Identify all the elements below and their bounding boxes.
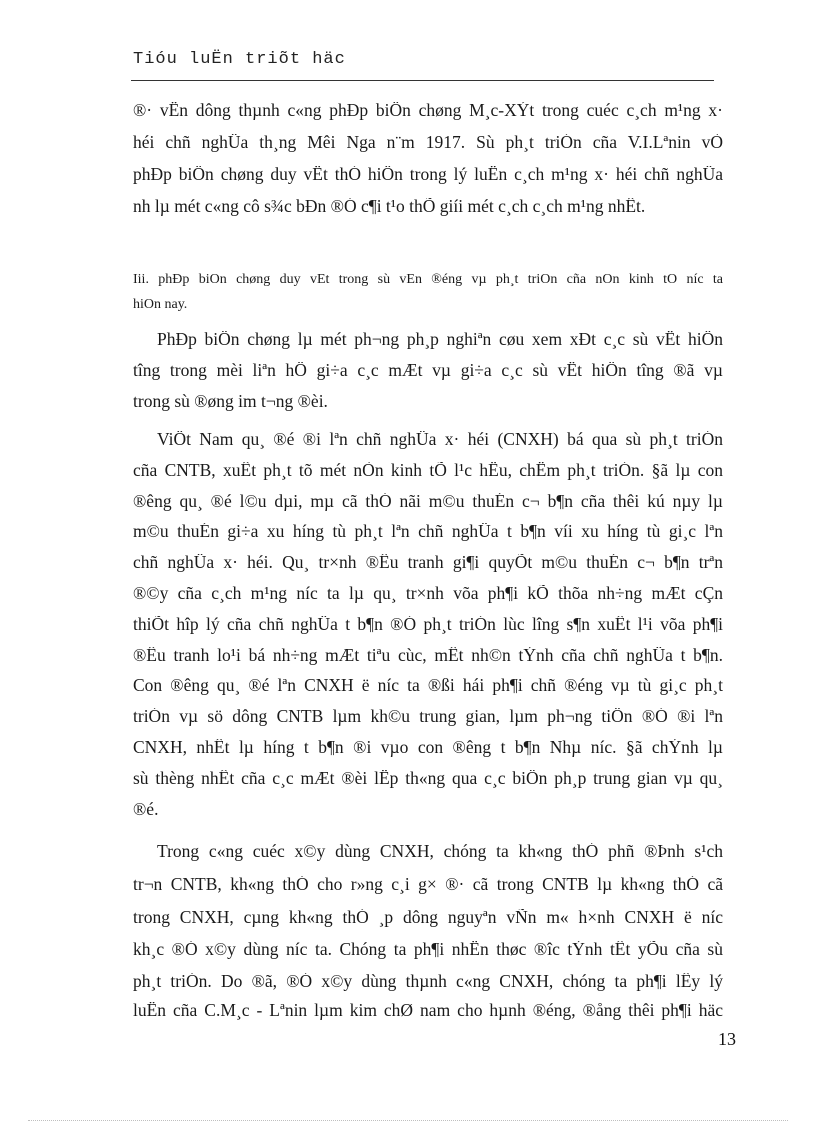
text-line: ®©y cña c¸ch m¹ng níc ta lµ qu¸ tr×nh võa ph¶i kÕ thõa nh÷ng mÆt cÇn [133,585,723,603]
text-line: ®êng qu¸ ®é l©u dµi, mµ cã thÓ nãi m©u thuÉn c¬ b¶n cña thêi kú nµy lµ [133,493,723,511]
text-line: héi chñ nghÜa th¸ng Mêi Nga n¨m 1917. Sù ph¸t triÓn cña V.I.Lªnin vÒ [133,134,723,152]
text-line: tîng trong mèi liªn hÖ gi÷a c¸c mÆt vµ gi÷a c¸c sù vËt hiÖn tîng ®ã vµ [133,362,723,380]
section-heading: hiÖn nay. [133,298,188,312]
text-line: Trong c«ng cuéc x©y dùng CNXH, chóng ta kh«ng thÓ phñ ®Þnh s¹ch [157,843,723,861]
text-line: PhÐp biÖn chøng lµ mét ph¬ng ph¸p nghiªn cøu xem xÐt c¸c sù vËt hiÖn [157,331,723,349]
text-line: ®· vËn dông thµnh c«ng phÐp biÖn chøng M¸c-XÝt trong cuéc c¸ch m¹ng x· [133,102,723,120]
text-line: sù thèng nhÊt cña c¸c mÆt ®èi lËp th«ng qua c¸c biÖn ph¸p trung gian vµ qu¸ [133,770,723,788]
running-header: Tióu luËn triõt häc [133,50,346,69]
text-line: phÐp biÖn chøng duy vËt thÓ hiÖn trong lý luËn c¸ch m¹ng x· héi chñ nghÜa [133,166,723,184]
text-line: ViÖt Nam qu¸ ®é ®i lªn chñ nghÜa x· héi (CNXH) bá qua sù ph¸t triÓn [157,431,723,449]
page-number: 13 [718,1029,736,1049]
text-line: luËn cña C.M¸c - Lªnin lµm kim chØ nam cho hµnh ®éng, ®ång thêi ph¶i häc [133,1002,723,1020]
text-line: ®é. [133,801,159,819]
text-line: trong CNXH, cµng kh«ng thÓ ¸p dông nguyªn vÑn m« h×nh CNXH ë níc [133,909,723,927]
text-line: triÓn vµ sö dông CNTB lµm kh©u trung gian, lµm ph¬ng tiÖn ®Ó ®i lªn [133,708,723,726]
text-line: trong sù ®øng im t¬ng ®èi. [133,393,328,411]
text-line: chñ nghÜa x· héi. Qu¸ tr×nh ®Êu tranh gi¶i quyÕt m©u thuÉn c¬ b¶n trªn [133,554,723,572]
text-line: thiÕt hîp lý cña chñ nghÜa t b¶n ®Ó ph¸t triÓn lùc lîng s¶n xuÊt l¹i võa ph¶i [133,616,723,634]
text-line: ph¸t triÓn. Do ®ã, ®Ó x©y dùng thµnh c«ng CNXH, chóng ta ph¶i lÊy lý [133,973,723,991]
text-line: ®Êu tranh lo¹i bá nh÷ng mÆt tiªu cùc, mÊt nh©n tÝnh cña chñ nghÜa t b¶n. [133,647,723,665]
text-line: kh¸c ®Ó x©y dùng níc ta. Chóng ta ph¶i nhËn thøc ®îc tÝnh tÊt yÕu cña sù [133,941,723,959]
header-divider [131,80,714,81]
text-line: CNXH, nhÊt lµ híng t b¶n ®i vµo con ®êng t b¶n Nhµ níc. §ã chÝnh lµ [133,739,723,757]
text-line: nh lµ mét c«ng cô s¾c bÐn ®Ó c¶i t¹o thÕ giíi mét c¸ch c¸ch m¹ng nhÊt. [133,198,646,216]
text-line: Con ®êng qu¸ ®é lªn CNXH ë níc ta ®ßi hái ph¶i chñ ®éng vµ tù gi¸c ph¸t [133,677,723,695]
text-line: m©u thuÉn gi÷a xu híng tù ph¸t lªn chñ nghÜa t b¶n víi xu híng tù gi¸c lªn [133,523,723,541]
text-line: cña CNTB, xuÊt ph¸t tõ mét nÒn kinh tÕ l¹c hËu, chËm ph¸t triÓn. §ã lµ con [133,462,723,480]
section-heading: Iii. phÐp biÖn chøng duy vËt trong sù vËn ®éng vµ ph¸t triÓn cña nÒn kinh tÕ níc ta [133,273,723,287]
footer-divider [28,1120,788,1121]
text-line: tr¬n CNTB, kh«ng thÓ cho r»ng c¸i g× ®· cã trong CNTB lµ kh«ng thÓ cã [133,876,723,894]
